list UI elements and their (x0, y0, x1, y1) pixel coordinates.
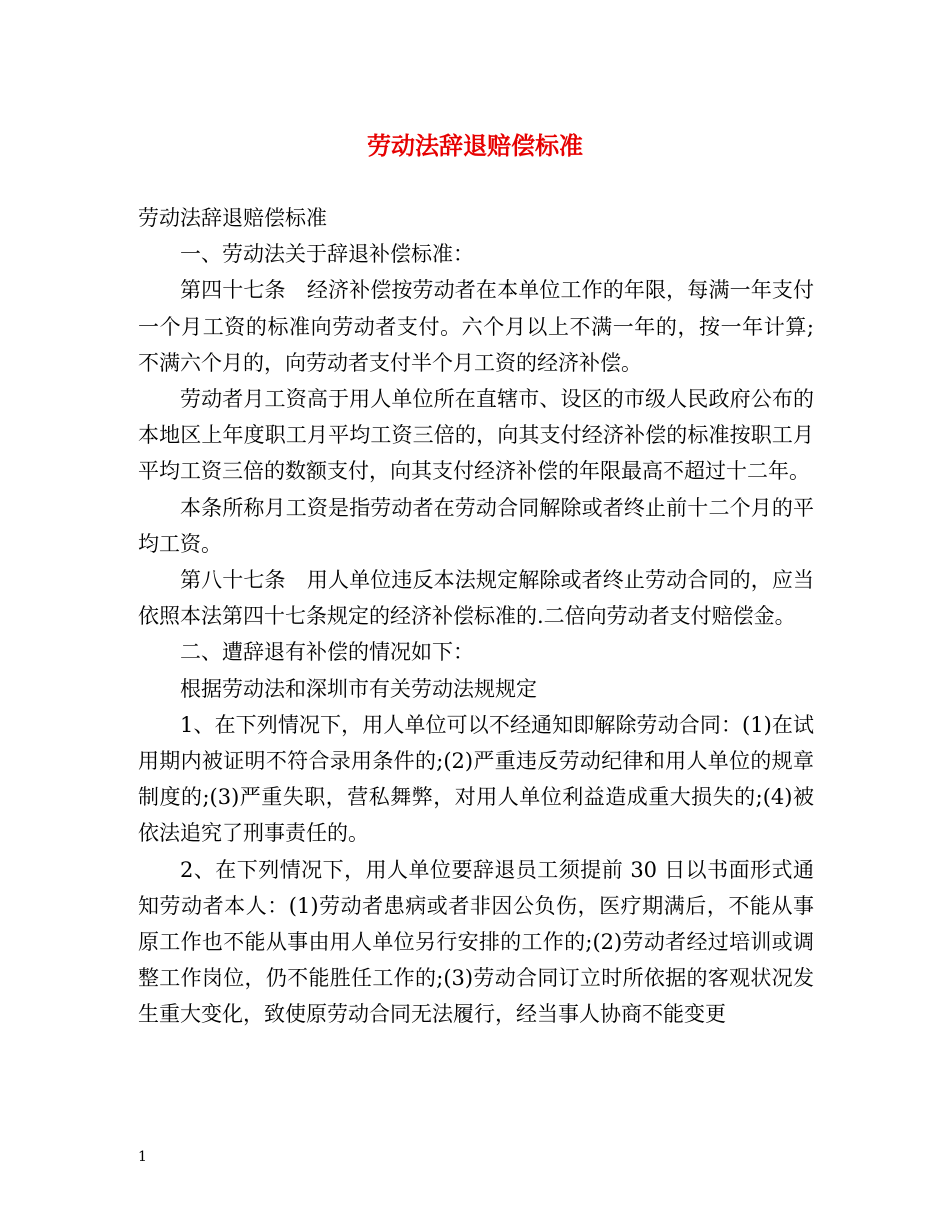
paragraph-item-2: 2、在下列情况下，用人单位要辞退员工须提前 30 日以书面形式通知劳动者本人：(1)劳动者患病或者非因公负伤，医疗期满后，不能从事原工作也不能从事由用人单位另行安排的工作的;(2)劳动者经过培训或调整工作岗位，仍不能胜任工作的;(3)劳动合同订立时所依据的客观状况发生重大变化，致使原劳动合同无法履行，经当事人协商不能变更 (138, 857, 814, 1027)
paragraph-article-47: 第四十七条 经济补偿按劳动者在本单位工作的年限，每满一年支付一个月工资的标准向劳动者支付。六个月以上不满一年的，按一年计算;不满六个月的，向劳动者支付半个月工资的经济补偿。 (138, 278, 814, 375)
paragraph-monthly-wage-definition: 本条所称月工资是指劳动者在劳动合同解除或者终止前十二个月的平均工资。 (138, 495, 814, 556)
section-heading-1: 一、劳动法关于辞退补偿标准： (180, 242, 474, 267)
paragraph-item-1: 1、在下列情况下，用人单位可以不经通知即解除劳动合同：(1)在试用期内被证明不符合录用条件的;(2)严重违反劳动纪律和用人单位的规章制度的;(3)严重失职，营私舞弊，对用人单位利益造成重大损失的;(4)被依法追究了刑事责任的。 (138, 712, 814, 846)
section-heading-2: 二、遭辞退有补偿的情况如下： (180, 640, 474, 665)
paragraph-article-87: 第八十七条 用人单位违反本法规定解除或者终止劳动合同的，应当依照本法第四十七条规定的经济补偿标准的.二倍向劳动者支付赔偿金。 (138, 568, 814, 629)
paragraph-legal-basis: 根据劳动法和深圳市有关劳动法规规定 (180, 676, 537, 701)
document-title: 劳动法辞退赔偿标准 (367, 131, 583, 160)
page-number: 1 (138, 1149, 147, 1165)
body-heading: 劳动法辞退赔偿标准 (138, 206, 327, 230)
document-body (138, 200, 814, 1033)
paragraph-wage-cap: 劳动者月工资高于用人单位所在直辖市、设区的市级人民政府公布的本地区上年度职工月平均工资三倍的，向其支付经济补偿的标准按职工月平均工资三倍的数额支付，向其支付经济补偿的年限最高不超过十二年。 (138, 387, 814, 484)
